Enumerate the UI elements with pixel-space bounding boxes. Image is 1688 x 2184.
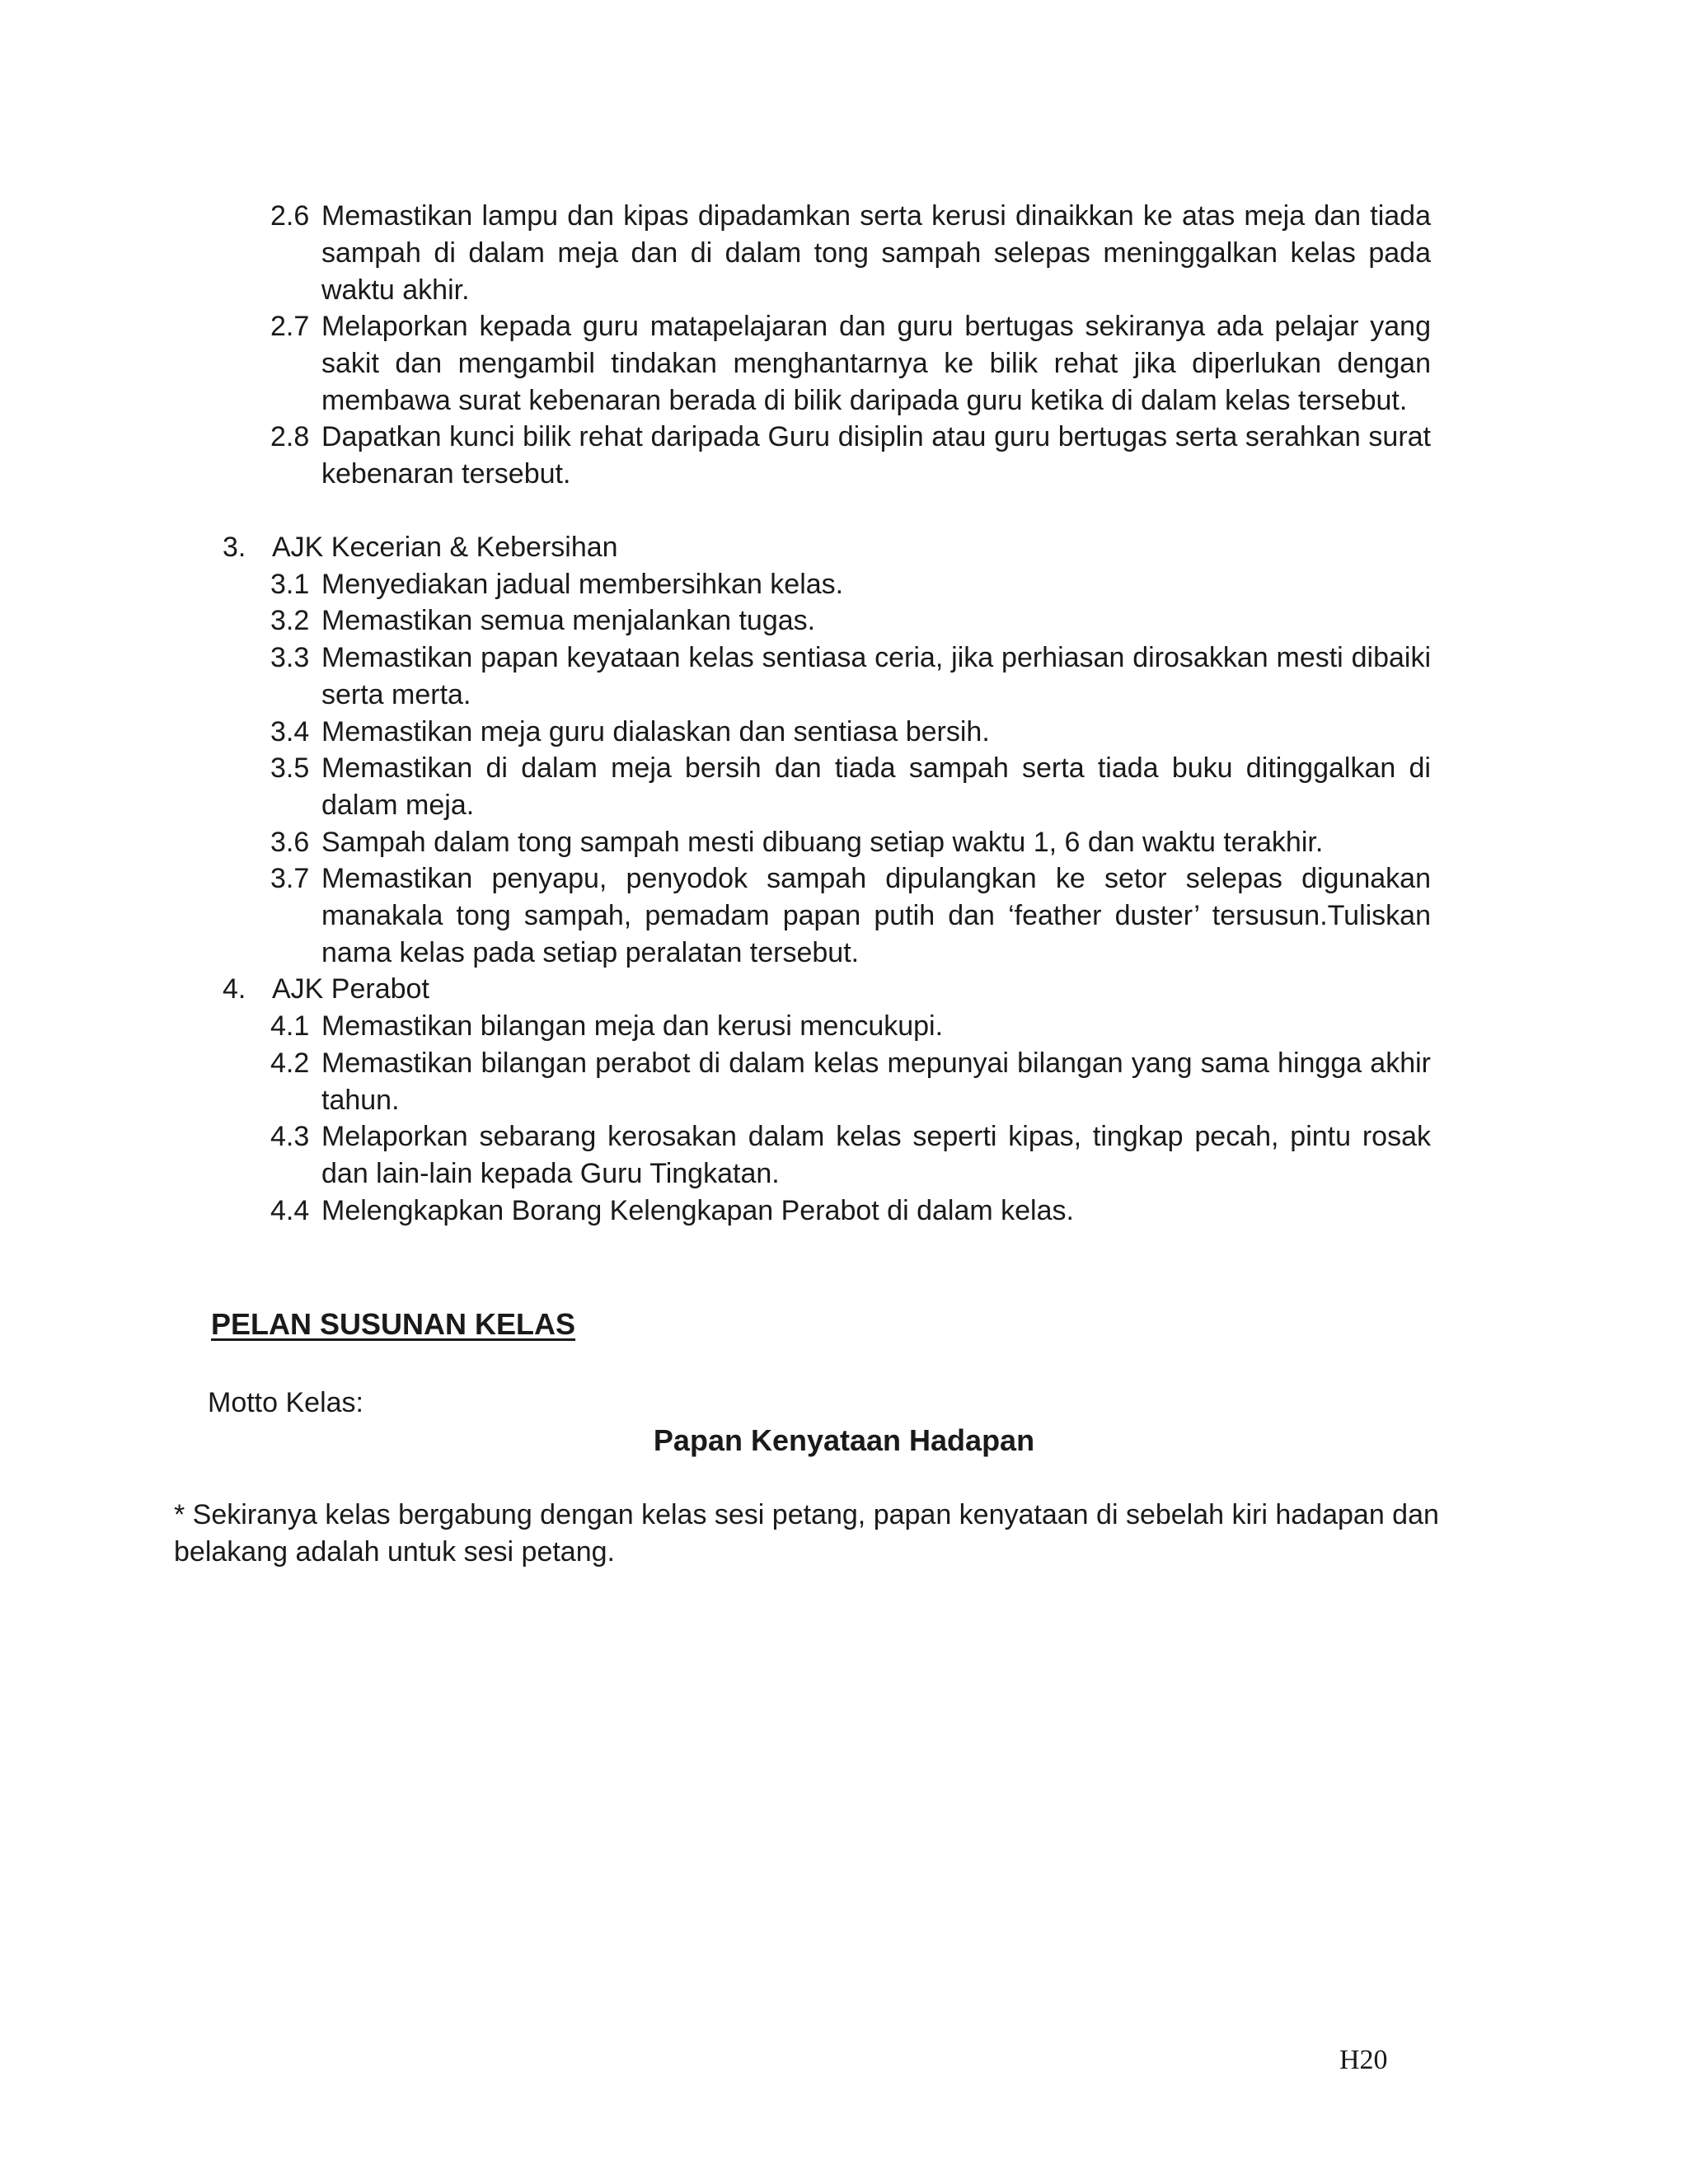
item-text: Memastikan papan keyataan kelas sentiasa ceria, jika perhiasan dirosakkan mesti dibaiki serta merta. <box>321 642 1431 710</box>
item-text: Menyediakan jadual membersihkan kelas. <box>321 569 844 600</box>
list-item-3-6 <box>270 824 1431 861</box>
list-item-4-2 <box>270 1045 1431 1119</box>
footnote: * Sekiranya kelas bergabung dengan kelas sesi petang, papan kenyataan di sebelah kiri hadapan dan belakang adalah untuk sesi petang. <box>174 1499 1439 1568</box>
list-item-3-2 <box>270 602 1431 640</box>
item-text: Memastikan lampu dan kipas dipadamkan serta kerusi dinaikkan ke atas meja dan tiada sampah di dalam meja dan di dalam tong sampah selepas meninggalkan kelas pada waktu akhir. <box>321 200 1431 306</box>
item-number: 3.2 <box>270 605 310 636</box>
item-text: Memastikan bilangan perabot di dalam kelas mepunyai bilangan yang sama hingga akhir tahun. <box>321 1047 1431 1116</box>
motto-label: Motto Kelas: <box>208 1387 363 1418</box>
list-item-4-3 <box>270 1118 1431 1193</box>
page-number: H20 <box>1339 2045 1388 2075</box>
item-number: 2.8 <box>270 421 310 452</box>
item-number: 3.4 <box>270 716 310 748</box>
list-item-4-1 <box>270 1008 1431 1045</box>
section-title: AJK Perabot <box>272 973 429 1005</box>
list-item-2-7 <box>270 308 1431 419</box>
section-number: 4. <box>223 973 246 1005</box>
item-number: 3.7 <box>270 863 310 894</box>
item-text: Sampah dalam tong sampah mesti dibuang setiap waktu 1, 6 dan waktu terakhir. <box>321 827 1324 858</box>
item-text: Memastikan meja guru dialaskan dan sentiasa bersih. <box>321 716 990 748</box>
section-title: AJK Kecerian & Kebersihan <box>272 532 618 563</box>
list-item-3-5 <box>270 750 1431 824</box>
item-number: 3.1 <box>270 569 310 600</box>
list-item-3-7 <box>270 860 1431 971</box>
item-text: Memastikan penyapu, penyodok sampah dipulangkan ke setor selepas digunakan manakala tong sampah, pemadam papan putih dan ‘feather duster’ tersusun.Tuliskan nama kelas pada setiap peralatan tersebut. <box>321 863 1431 968</box>
item-text: Memastikan semua menjalankan tugas. <box>321 605 816 636</box>
item-text: Melaporkan sebarang kerosakan dalam kelas seperti kipas, tingkap pecah, pintu rosak dan lain-lain kepada Guru Tingkatan. <box>321 1121 1431 1189</box>
item-text: Memastikan di dalam meja bersih dan tiada sampah serta tiada buku ditinggalkan di dalam meja. <box>321 752 1431 821</box>
item-number: 2.6 <box>270 200 310 232</box>
list-item-2-8 <box>270 419 1431 493</box>
section-number: 3. <box>223 532 246 563</box>
item-text: Memastikan bilangan meja dan kerusi mencukupi. <box>321 1010 944 1042</box>
section-4-heading <box>223 971 429 1008</box>
item-text: Melaporkan kepada guru matapelajaran dan guru bertugas sekiranya ada pelajar yang sakit dan mengambil tindakan menghantarnya ke bilik rehat jika diperlukan dengan membawa surat kebenaran berada di bilik daripada guru ketika di dalam kelas tersebut. <box>321 311 1431 416</box>
item-number: 3.3 <box>270 642 310 673</box>
list-item-2-6 <box>270 198 1431 308</box>
item-text: Dapatkan kunci bilik rehat daripada Guru disiplin atau guru bertugas serta serahkan surat kebenaran tersebut. <box>321 421 1431 490</box>
list-item-3-3 <box>270 640 1431 714</box>
list-item-3-1 <box>270 566 1431 603</box>
item-number: 4.1 <box>270 1010 310 1042</box>
list-item-3-4 <box>270 714 1431 751</box>
item-number: 4.2 <box>270 1047 310 1079</box>
list-item-4-4 <box>270 1193 1431 1230</box>
section-heading: PELAN SUSUNAN KELAS <box>211 1307 576 1341</box>
board-label: Papan Kenyataan Hadapan <box>653 1423 1035 1457</box>
item-number: 3.5 <box>270 752 310 784</box>
item-number: 4.3 <box>270 1121 310 1152</box>
item-number: 4.4 <box>270 1195 310 1226</box>
item-number: 3.6 <box>270 827 310 858</box>
item-text: Melengkapkan Borang Kelengkapan Perabot di dalam kelas. <box>321 1195 1074 1226</box>
section-3-heading <box>223 529 618 566</box>
item-number: 2.7 <box>270 311 310 342</box>
